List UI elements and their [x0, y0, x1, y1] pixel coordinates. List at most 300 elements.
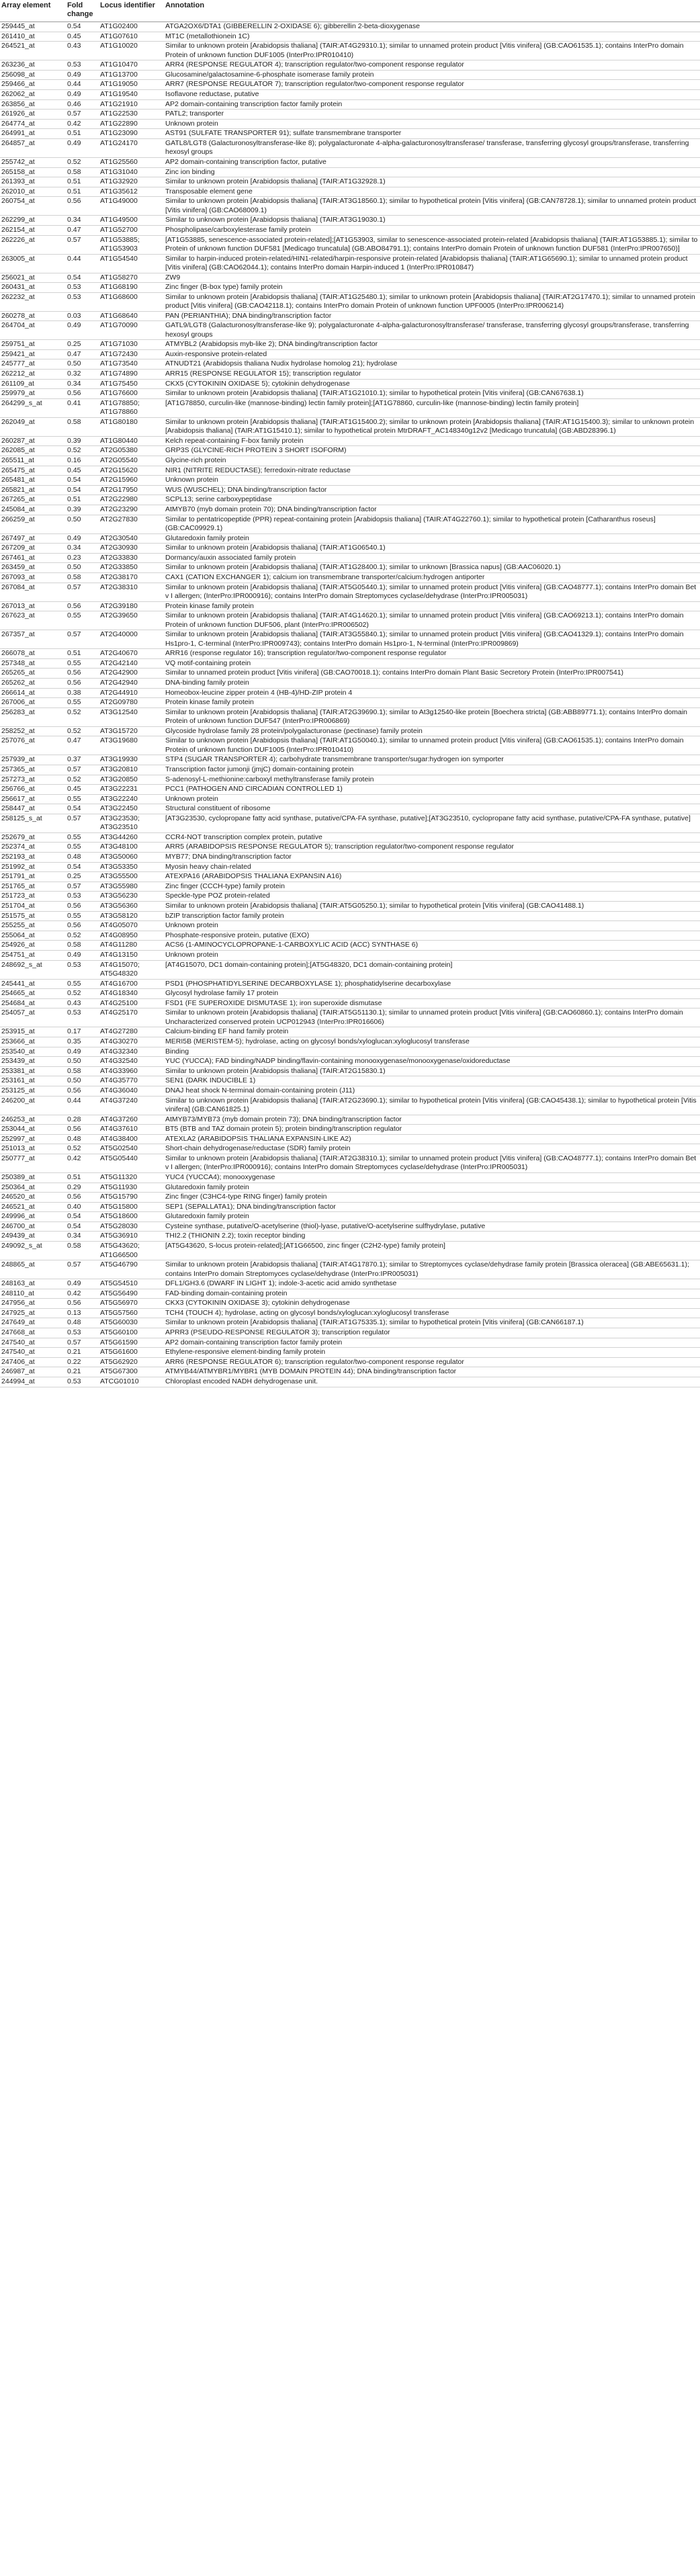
cell-fold-change: 0.41	[66, 398, 99, 417]
cell-annotation: GATL8/LGT8 (Galacturonosyltransferase-like 8); polygalacturonate 4-alpha-galacturonosyltransferase/ transferase, transferring glycosyl groups/transferase, transferring hexosyl groups	[164, 138, 700, 157]
cell-array-element: 245084_at	[0, 505, 66, 515]
cell-annotation: Similar to unknown protein [Arabidopsis thaliana] (TAIR:AT4G14620.1); similar to unnamed protein product [Vitis vinifera] (GB:CAO69213.1); contains InterPro domain Protein of unknown function DUF506, plant (InterPro:IPR006502)	[164, 611, 700, 630]
column-header-annotation: Annotation	[164, 0, 700, 22]
table-row	[0, 698, 700, 708]
table-row	[0, 533, 700, 544]
cell-annotation: Transcription factor jumonji (jmjC) domain-containing protein	[164, 765, 700, 775]
cell-annotation: AP2 domain-containing transcription factor, putative	[164, 157, 700, 167]
cell-array-element: 261109_at	[0, 379, 66, 389]
cell-fold-change: 0.29	[66, 1183, 99, 1193]
cell-fold-change: 0.56	[66, 601, 99, 611]
table-row	[0, 398, 700, 417]
cell-locus-identifier: AT3G50060	[99, 853, 164, 863]
table-row	[0, 804, 700, 814]
cell-annotation: ARR4 (RESPONSE REGULATOR 4); transcription regulator/two-component response regulator	[164, 60, 700, 71]
cell-fold-change: 0.54	[66, 862, 99, 872]
cell-array-element: 262299_at	[0, 216, 66, 226]
cell-fold-change: 0.53	[66, 1377, 99, 1387]
cell-annotation: AtMYB70 (myb domain protein 70); DNA binding/transcription factor	[164, 505, 700, 515]
cell-locus-identifier: AT4G32340	[99, 1047, 164, 1057]
cell-fold-change: 0.53	[66, 283, 99, 293]
cell-annotation: ARR16 (response regulator 16); transcription regulator/two-component response regulator	[164, 649, 700, 659]
table-row	[0, 931, 700, 941]
table-row	[0, 601, 700, 611]
cell-array-element: 265265_at	[0, 669, 66, 679]
table-row	[0, 370, 700, 380]
table-row	[0, 941, 700, 951]
cell-array-element: 267623_at	[0, 611, 66, 630]
cell-array-element: 247925_at	[0, 1308, 66, 1318]
cell-locus-identifier: AT5G61600	[99, 1348, 164, 1358]
cell-annotation: Similar to unknown protein [Arabidopsis thaliana] (TAIR:AT1G25480.1); similar to unknown protein [Arabidopsis thaliana] (TAIR:AT2G17470.1); similar to unnamed protein product [Vitis vinifera] (GB:CAO42118.1); contains InterPro domain Protein of unknown function UPF0005 (InterPro:IPR006214)	[164, 292, 700, 311]
table-row	[0, 1279, 700, 1289]
table-row	[0, 649, 700, 659]
cell-array-element: 267497_at	[0, 533, 66, 544]
cell-locus-identifier: AT2G15620	[99, 466, 164, 476]
table-row	[0, 678, 700, 688]
cell-locus-identifier: AT5G61590	[99, 1338, 164, 1348]
cell-locus-identifier: AT1G68190	[99, 283, 164, 293]
table-row	[0, 311, 700, 321]
cell-locus-identifier: AT2G27830	[99, 515, 164, 533]
cell-fold-change: 0.21	[66, 1348, 99, 1358]
cell-annotation: Zinc finger (C3HC4-type RING finger) family protein	[164, 1193, 700, 1203]
cell-annotation: bZIP transcription factor family protein	[164, 911, 700, 921]
cell-array-element: 264774_at	[0, 119, 66, 129]
cell-locus-identifier: AT5G02540	[99, 1144, 164, 1154]
cell-array-element: 267013_at	[0, 601, 66, 611]
column-header-locus-identifier: Locus identifier	[99, 0, 164, 22]
cell-locus-identifier: AT4G30270	[99, 1037, 164, 1047]
cell-fold-change: 0.50	[66, 1057, 99, 1067]
cell-annotation: SEN1 (DARK INDUCIBLE 1)	[164, 1076, 700, 1086]
cell-locus-identifier: AT2G40000	[99, 630, 164, 649]
cell-fold-change: 0.51	[66, 649, 99, 659]
cell-annotation: Glutaredoxin family protein	[164, 533, 700, 544]
table-row	[0, 669, 700, 679]
cell-annotation: STP4 (SUGAR TRANSPORTER 4); carbohydrate transmembrane transporter/sugar:hydrogen ion symporter	[164, 755, 700, 765]
cell-annotation: Homeobox-leucine zipper protein 4 (HB-4)/HD-ZIP protein 4	[164, 688, 700, 698]
cell-fold-change: 0.57	[66, 882, 99, 892]
cell-fold-change: 0.21	[66, 1367, 99, 1377]
table-row	[0, 495, 700, 505]
table-row	[0, 630, 700, 649]
cell-locus-identifier: AT2G42900	[99, 669, 164, 679]
table-row	[0, 572, 700, 583]
table-row	[0, 785, 700, 795]
table-row	[0, 1008, 700, 1027]
cell-fold-change: 0.47	[66, 225, 99, 235]
cell-annotation: Similar to unknown protein [Arabidopsis thaliana] (TAIR:AT5G51130.1); similar to unnamed protein product [Vitis vinifera] (GB:CAO60860.1); contains InterPro domain Uncharacterized conserved protein UCP012943 (InterPro:IPR016606)	[164, 1008, 700, 1027]
cell-fold-change: 0.49	[66, 1279, 99, 1289]
cell-annotation: Similar to unknown protein [Arabidopsis thaliana] (TAIR:AT2G15830.1)	[164, 1066, 700, 1076]
cell-fold-change: 0.42	[66, 119, 99, 129]
cell-locus-identifier: AT2G33830	[99, 553, 164, 563]
table-row	[0, 544, 700, 554]
cell-locus-identifier: AT3G15720	[99, 726, 164, 736]
cell-annotation: FSD1 (FE SUPEROXIDE DISMUTASE 1); iron superoxide dismutase	[164, 998, 700, 1008]
cell-locus-identifier: AT3G20850	[99, 775, 164, 785]
cell-fold-change: 0.50	[66, 563, 99, 573]
cell-annotation: Dormancy/auxin associated family protein	[164, 553, 700, 563]
cell-array-element: 265821_at	[0, 485, 66, 495]
table-row	[0, 80, 700, 90]
cell-annotation: BT5 (BTB and TAZ domain protein 5); protein binding/transcription regulator	[164, 1125, 700, 1135]
cell-fold-change: 0.42	[66, 1289, 99, 1299]
cell-array-element: 245441_at	[0, 979, 66, 989]
cell-array-element: 265158_at	[0, 167, 66, 177]
cell-fold-change: 0.49	[66, 89, 99, 99]
cell-array-element: 267209_at	[0, 544, 66, 554]
cell-fold-change: 0.52	[66, 707, 99, 726]
cell-array-element: 256283_at	[0, 707, 66, 726]
cell-annotation: Kelch repeat-containing F-box family protein	[164, 436, 700, 446]
cell-fold-change: 0.49	[66, 951, 99, 961]
cell-locus-identifier: AT4G38400	[99, 1134, 164, 1144]
cell-fold-change: 0.57	[66, 765, 99, 775]
cell-array-element: 251992_at	[0, 862, 66, 872]
cell-locus-identifier: AT2G17950	[99, 485, 164, 495]
cell-annotation: Similar to harpin-induced protein-related/HIN1-related/harpin-responsive protein-related [Arabidopsis thaliana] (TAIR:AT1G65690.1); similar to unnamed protein product [Vitis vinifera] (GB:CAO62044.1); contains InterPro domain Harpin-induced 1 (InterPro:IPR010847)	[164, 254, 700, 273]
cell-locus-identifier: AT2G05540	[99, 456, 164, 466]
cell-array-element: 264521_at	[0, 42, 66, 60]
cell-locus-identifier: AT2G22980	[99, 495, 164, 505]
cell-array-element: 266614_at	[0, 688, 66, 698]
cell-annotation: Glycoside hydrolase family 28 protein/polygalacturonase (pectinase) family protein	[164, 726, 700, 736]
cell-array-element: 252374_at	[0, 843, 66, 853]
table-row	[0, 951, 700, 961]
cell-annotation: SCPL13; serine carboxypeptidase	[164, 495, 700, 505]
cell-annotation: ATMYBL2 (Arabidopsis myb-like 2); DNA binding/transcription factor	[164, 340, 700, 350]
cell-locus-identifier: AT2G39650	[99, 611, 164, 630]
cell-array-element: 250364_at	[0, 1183, 66, 1193]
cell-fold-change: 0.55	[66, 698, 99, 708]
cell-fold-change: 0.55	[66, 911, 99, 921]
cell-annotation: Glucosamine/galactosamine-6-phosphate isomerase family protein	[164, 70, 700, 80]
cell-locus-identifier: AT5G18600	[99, 1212, 164, 1222]
cell-locus-identifier: AT4G33960	[99, 1066, 164, 1076]
cell-array-element: 246253_at	[0, 1115, 66, 1125]
cell-locus-identifier: AT1G54540	[99, 254, 164, 273]
cell-fold-change: 0.54	[66, 22, 99, 32]
table-row	[0, 515, 700, 533]
cell-array-element: 259445_at	[0, 22, 66, 32]
cell-fold-change: 0.28	[66, 1115, 99, 1125]
table-row	[0, 70, 700, 80]
table-row	[0, 1221, 700, 1232]
cell-locus-identifier: AT3G23530; AT3G23510	[99, 814, 164, 832]
cell-array-element: 252997_at	[0, 1134, 66, 1144]
cell-array-element: 252679_at	[0, 832, 66, 843]
cell-locus-identifier: AT1G70090	[99, 321, 164, 340]
cell-locus-identifier: AT1G19050	[99, 80, 164, 90]
cell-locus-identifier: AT3G56230	[99, 892, 164, 902]
cell-array-element: 248110_at	[0, 1289, 66, 1299]
table-row	[0, 1308, 700, 1318]
cell-fold-change: 0.52	[66, 726, 99, 736]
table-row	[0, 89, 700, 99]
cell-locus-identifier: AT2G39180	[99, 601, 164, 611]
cell-fold-change: 0.48	[66, 853, 99, 863]
cell-array-element: 247649_at	[0, 1318, 66, 1328]
table-row	[0, 1057, 700, 1067]
cell-annotation: Structural constituent of ribosome	[164, 804, 700, 814]
cell-annotation: CCR4-NOT transcription complex protein, putative	[164, 832, 700, 843]
table-body	[0, 22, 700, 1387]
cell-fold-change: 0.50	[66, 515, 99, 533]
table-row	[0, 466, 700, 476]
table-row	[0, 254, 700, 273]
table-row	[0, 1232, 700, 1242]
cell-fold-change: 0.57	[66, 110, 99, 120]
table-row	[0, 1348, 700, 1358]
cell-array-element: 265481_at	[0, 476, 66, 486]
cell-annotation: S-adenosyl-L-methionine:carboxyl methyltransferase family protein	[164, 775, 700, 785]
cell-locus-identifier: AT1G53885; AT1G53903	[99, 235, 164, 254]
cell-fold-change: 0.57	[66, 630, 99, 649]
cell-array-element: 244994_at	[0, 1377, 66, 1387]
cell-annotation: Myosin heavy chain-related	[164, 862, 700, 872]
cell-annotation: Similar to unknown protein [Arabidopsis thaliana] (TAIR:AT3G55840.1); similar to unnamed protein product [Vitis vinifera] (GB:CAO41329.1); contains InterPro domain Hs1pro-1, C-terminal (InterPro:IPR009743); contains InterPro domain Hs1pro-1, N-terminal (InterPro:IPR009869)	[164, 630, 700, 649]
cell-locus-identifier: AT4G18340	[99, 989, 164, 999]
cell-locus-identifier: AT4G08950	[99, 931, 164, 941]
cell-array-element: 262010_at	[0, 187, 66, 197]
table-row	[0, 794, 700, 804]
cell-locus-identifier: AT4G25100	[99, 998, 164, 1008]
table-row	[0, 321, 700, 340]
table-row	[0, 119, 700, 129]
cell-locus-identifier: AT2G42140	[99, 658, 164, 669]
cell-locus-identifier: AT1G13700	[99, 70, 164, 80]
cell-fold-change: 0.23	[66, 553, 99, 563]
cell-fold-change: 0.57	[66, 814, 99, 832]
cell-annotation: Transposable element gene	[164, 187, 700, 197]
cell-locus-identifier: AT4G37240	[99, 1096, 164, 1115]
table-row	[0, 902, 700, 912]
cell-annotation: Similar to pentatricopeptide (PPR) repeat-containing protein [Arabidopsis thaliana] (TAIR:AT4G22760.1); similar to hypothetical protein [Catharanthus roseus] (GB:CAC09929.1)	[164, 515, 700, 533]
cell-annotation: Chloroplast encoded NADH dehydrogenase unit.	[164, 1377, 700, 1387]
cell-annotation: Unknown protein	[164, 119, 700, 129]
cell-array-element: 254684_at	[0, 998, 66, 1008]
cell-locus-identifier: AT3G55980	[99, 882, 164, 892]
cell-locus-identifier: AT3G22231	[99, 785, 164, 795]
table-row	[0, 583, 700, 601]
column-header-array-element: Array element	[0, 0, 66, 22]
cell-locus-identifier: AT5G11930	[99, 1183, 164, 1193]
table-row	[0, 882, 700, 892]
cell-annotation: [AT1G53885, senescence-associated protein-related];[AT1G53903, similar to senescence-associated protein-related [Arabidopsis thaliana] (TAIR:AT1G53885.1); similar to Protein of unknown function DUF581 [Medicago truncatula] (GB:ABO84791.1); contains InterPro domain Protein of unknown function DUF581 (InterPro:IPR007650)]	[164, 235, 700, 254]
table-row	[0, 1066, 700, 1076]
cell-array-element: 264299_s_at	[0, 398, 66, 417]
cell-annotation: Calcium-binding EF hand family protein	[164, 1027, 700, 1037]
cell-array-element: 263236_at	[0, 60, 66, 71]
table-row	[0, 1134, 700, 1144]
cell-locus-identifier: AT1G68640	[99, 311, 164, 321]
table-row	[0, 129, 700, 139]
cell-array-element: 261926_at	[0, 110, 66, 120]
table-row	[0, 1172, 700, 1183]
cell-fold-change: 0.32	[66, 370, 99, 380]
cell-fold-change: 0.53	[66, 60, 99, 71]
cell-array-element: 247540_at	[0, 1348, 66, 1358]
cell-array-element: 254751_at	[0, 951, 66, 961]
cell-locus-identifier: AT5G56490	[99, 1289, 164, 1299]
cell-locus-identifier: AT2G09780	[99, 698, 164, 708]
cell-fold-change: 0.47	[66, 349, 99, 359]
table-row	[0, 446, 700, 456]
table-row	[0, 979, 700, 989]
table-row	[0, 862, 700, 872]
cell-locus-identifier: AT1G80180	[99, 417, 164, 436]
cell-fold-change: 0.13	[66, 1308, 99, 1318]
table-row	[0, 157, 700, 167]
cell-locus-identifier: AT1G76600	[99, 389, 164, 399]
cell-locus-identifier: AT2G05380	[99, 446, 164, 456]
table-row	[0, 349, 700, 359]
cell-array-element: 262062_at	[0, 89, 66, 99]
table-row	[0, 379, 700, 389]
cell-fold-change: 0.34	[66, 1232, 99, 1242]
cell-annotation: WUS (WUSCHEL); DNA binding/transcription factor	[164, 485, 700, 495]
cell-fold-change: 0.53	[66, 292, 99, 311]
cell-locus-identifier: AT5G60030	[99, 1318, 164, 1328]
cell-array-element: 258447_at	[0, 804, 66, 814]
table-row	[0, 775, 700, 785]
cell-annotation: ATGA2OX6/DTA1 (GIBBERELLIN 2-OXIDASE 6); gibberellin 2-beta-dioxygenase	[164, 22, 700, 32]
cell-annotation: Similar to unknown protein [Arabidopsis thaliana] (TAIR:AT4G17870.1); similar to Streptomyces cyclase/dehydrase family protein [Brassica oleracea] (GB:ABE65631.1); contains InterPro domain Streptomyces cyclase/dehydrase (InterPro:IPR005031)	[164, 1260, 700, 1279]
cell-fold-change: 0.53	[66, 1008, 99, 1027]
cell-array-element: 254665_at	[0, 989, 66, 999]
cell-locus-identifier: AT1G80440	[99, 436, 164, 446]
cell-fold-change: 0.42	[66, 1154, 99, 1172]
cell-fold-change: 0.55	[66, 979, 99, 989]
table-row	[0, 1289, 700, 1299]
cell-annotation: Similar to unknown protein [Arabidopsis thaliana] (TAIR:AT1G32928.1)	[164, 177, 700, 187]
cell-annotation: Isoflavone reductase, putative	[164, 89, 700, 99]
cell-locus-identifier: AT5G62920	[99, 1357, 164, 1367]
cell-annotation: YUC (YUCCA); FAD binding/NADP binding/flavin-containing monooxygenase/monooxygenase/oxidoreductase	[164, 1057, 700, 1067]
cell-locus-identifier: AT2G30930	[99, 544, 164, 554]
table-row	[0, 1212, 700, 1222]
cell-fold-change: 0.49	[66, 138, 99, 157]
cell-fold-change: 0.56	[66, 669, 99, 679]
cell-array-element: 256098_at	[0, 70, 66, 80]
table-row	[0, 736, 700, 755]
cell-array-element: 246987_at	[0, 1367, 66, 1377]
cell-fold-change: 0.48	[66, 1134, 99, 1144]
cell-locus-identifier: AT3G20810	[99, 765, 164, 775]
cell-fold-change: 0.51	[66, 187, 99, 197]
cell-array-element: 256021_at	[0, 273, 66, 283]
cell-array-element: 258125_s_at	[0, 814, 66, 832]
cell-annotation: Binding	[164, 1047, 700, 1057]
cell-locus-identifier: AT4G25170	[99, 1008, 164, 1027]
table-row	[0, 1125, 700, 1135]
table-row	[0, 892, 700, 902]
cell-annotation: Glycosyl hydrolase family 17 protein	[164, 989, 700, 999]
cell-annotation: ATNUDT21 (Arabidopsis thaliana Nudix hydrolase homolog 21); hydrolase	[164, 359, 700, 370]
cell-locus-identifier: AT2G15960	[99, 476, 164, 486]
cell-fold-change: 0.50	[66, 1076, 99, 1086]
table-row	[0, 658, 700, 669]
cell-fold-change: 0.40	[66, 1202, 99, 1212]
cell-annotation: Protein kinase family protein	[164, 601, 700, 611]
cell-annotation: THI2.2 (THIONIN 2.2); toxin receptor binding	[164, 1232, 700, 1242]
cell-locus-identifier: AT1G10470	[99, 60, 164, 71]
cell-array-element: 266259_at	[0, 515, 66, 533]
cell-array-element: 265475_at	[0, 466, 66, 476]
cell-annotation: [AT1G78850, curculin-like (mannose-binding) lectin family protein];[AT1G78860, curculin-like (mannose-binding) lectin family protein]	[164, 398, 700, 417]
cell-annotation: Phosphate-responsive protein, putative (EXO)	[164, 931, 700, 941]
table-row	[0, 187, 700, 197]
table-row	[0, 1047, 700, 1057]
table-row	[0, 1183, 700, 1193]
cell-array-element: 260431_at	[0, 283, 66, 293]
cell-annotation: Speckle-type POZ protein-related	[164, 892, 700, 902]
cell-fold-change: 0.58	[66, 1066, 99, 1076]
cell-annotation: Cysteine synthase, putative/O-acetylserine (thiol)-lyase, putative/O-acetylserine sulfhydrylase, putative	[164, 1221, 700, 1232]
table-row	[0, 1367, 700, 1377]
cell-fold-change: 0.38	[66, 688, 99, 698]
table-row	[0, 197, 700, 216]
cell-fold-change: 0.56	[66, 389, 99, 399]
cell-fold-change: 0.43	[66, 998, 99, 1008]
cell-annotation: Similar to unnamed protein product [Vitis vinifera] (GB:CAO70018.1); contains InterPro domain Plant Basic Secretory Protein (InterPro:IPR007541)	[164, 669, 700, 679]
table-row	[0, 456, 700, 466]
cell-fold-change: 0.56	[66, 1193, 99, 1203]
cell-annotation: CKX5 (CYTOKININ OXIDASE 5); cytokinin dehydrogenase	[164, 379, 700, 389]
cell-array-element: 249092_s_at	[0, 1242, 66, 1260]
cell-array-element: 263459_at	[0, 563, 66, 573]
cell-array-element: 245777_at	[0, 359, 66, 370]
cell-array-element: 249996_at	[0, 1212, 66, 1222]
cell-locus-identifier: AT2G38310	[99, 583, 164, 601]
cell-array-element: 257365_at	[0, 765, 66, 775]
cell-fold-change: 0.55	[66, 832, 99, 843]
cell-locus-identifier: ATCG01010	[99, 1377, 164, 1387]
table-row	[0, 853, 700, 863]
cell-fold-change: 0.57	[66, 1338, 99, 1348]
cell-fold-change: 0.57	[66, 235, 99, 254]
cell-array-element: 267006_at	[0, 698, 66, 708]
cell-locus-identifier: AT1G19540	[99, 89, 164, 99]
cell-annotation: Unknown protein	[164, 921, 700, 931]
cell-fold-change: 0.34	[66, 544, 99, 554]
cell-array-element: 260287_at	[0, 436, 66, 446]
cell-annotation: Similar to unknown protein [Arabidopsis thaliana] (TAIR:AT1G75335.1); similar to hypothetical protein [Vitis vinifera] (GB:CAN66187.1)	[164, 1318, 700, 1328]
cell-locus-identifier: AT3G44260	[99, 832, 164, 843]
cell-locus-identifier: AT1G22530	[99, 110, 164, 120]
table-row	[0, 273, 700, 283]
cell-annotation: TCH4 (TOUCH 4); hydrolase, acting on glycosyl bonds/xyloglucan:xyloglucosyl transferase	[164, 1308, 700, 1318]
cell-locus-identifier: AT1G02400	[99, 22, 164, 32]
cell-fold-change: 0.56	[66, 921, 99, 931]
table-row	[0, 688, 700, 698]
cell-annotation: Unknown protein	[164, 476, 700, 486]
cell-array-element: 255064_at	[0, 931, 66, 941]
cell-locus-identifier: AT4G37260	[99, 1115, 164, 1125]
cell-fold-change: 0.54	[66, 476, 99, 486]
cell-locus-identifier: AT2G38170	[99, 572, 164, 583]
cell-array-element: 255742_at	[0, 157, 66, 167]
cell-locus-identifier: AT5G56970	[99, 1299, 164, 1309]
cell-fold-change: 0.22	[66, 1357, 99, 1367]
cell-locus-identifier: AT4G32540	[99, 1057, 164, 1067]
table-row	[0, 911, 700, 921]
cell-annotation: Unknown protein	[164, 951, 700, 961]
cell-locus-identifier: AT3G53350	[99, 862, 164, 872]
cell-fold-change: 0.45	[66, 32, 99, 42]
